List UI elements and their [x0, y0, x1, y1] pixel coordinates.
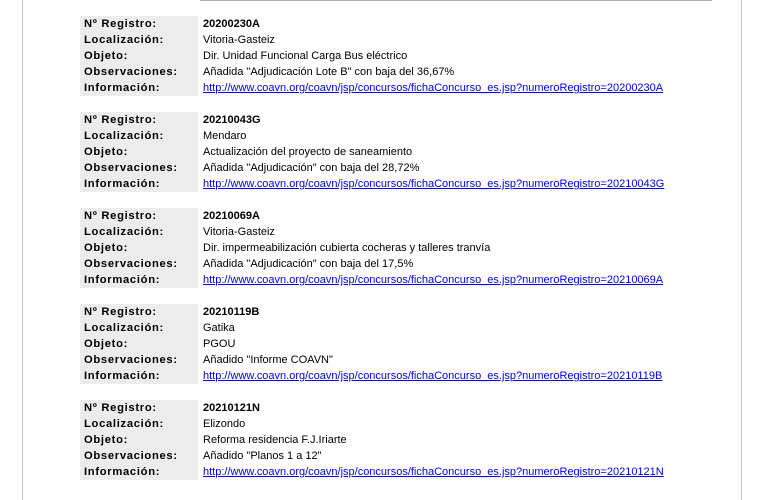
top-divider: [200, 0, 712, 1]
informacion-link[interactable]: http://www.coavn.org/coavn/jsp/concursos/fichaConcurso_es.jsp?numeroRegistro=20210121N: [203, 466, 664, 478]
objeto-value: Dir. impermeabilización cubierta cocheras y talleres tranvía: [203, 242, 491, 254]
localizacion-label: Localización:: [80, 32, 198, 48]
field-row-objeto: [80, 240, 720, 256]
field-row-objeto: [80, 48, 720, 64]
field-row-informacion: [80, 464, 720, 480]
field-row-registro: [80, 112, 720, 128]
registro-label: Nº Registro:: [80, 208, 198, 224]
field-row-observaciones: [80, 64, 720, 80]
field-row-observaciones: [80, 448, 720, 464]
field-row-localizacion: [80, 32, 720, 48]
localizacion-label: Localización:: [80, 320, 198, 336]
field-row-informacion: [80, 176, 720, 192]
registro-value: 20210119B: [203, 306, 260, 318]
registro-value: 20200230A: [203, 18, 260, 30]
observaciones-value: Añadida "Adjudicación Lote B" con baja del 36,67%: [203, 66, 455, 78]
registro-label: Nº Registro:: [80, 112, 198, 128]
observaciones-label: Observaciones:: [80, 160, 198, 176]
record: [80, 16, 720, 96]
observaciones-label: Observaciones:: [80, 352, 198, 368]
informacion-label: Información:: [80, 176, 198, 192]
field-row-objeto: [80, 336, 720, 352]
record: [80, 304, 720, 384]
objeto-value: PGOU: [203, 338, 236, 350]
record: [80, 208, 720, 288]
records-list: [80, 16, 720, 496]
informacion-value: [203, 368, 662, 384]
registro-value: 20210069A: [203, 210, 260, 222]
field-row-objeto: [80, 144, 720, 160]
observaciones-value: Añadida "Adjudicación" con baja del 28,72%: [203, 162, 420, 174]
field-row-informacion: [80, 80, 720, 96]
informacion-value: [203, 272, 663, 288]
objeto-label: Objeto:: [80, 432, 198, 448]
informacion-value: [203, 80, 663, 96]
field-row-localizacion: [80, 128, 720, 144]
informacion-label: Información:: [80, 464, 198, 480]
field-row-observaciones: [80, 256, 720, 272]
registro-value: 20210121N: [203, 402, 260, 414]
registro-label: Nº Registro:: [80, 304, 198, 320]
objeto-value: Actualización del proyecto de saneamiento: [203, 146, 413, 158]
localizacion-value: Gatika: [203, 322, 235, 334]
localizacion-label: Localización:: [80, 416, 198, 432]
informacion-label: Información:: [80, 80, 198, 96]
observaciones-value: Añadido "Planos 1 a 12": [203, 450, 322, 462]
localizacion-value: Vitoria-Gasteiz: [203, 34, 275, 46]
field-row-registro: [80, 304, 720, 320]
localizacion-value: Mendaro: [203, 130, 247, 142]
objeto-label: Objeto:: [80, 240, 198, 256]
field-row-observaciones: [80, 352, 720, 368]
objeto-value: Reforma residencia F.J.Iriarte: [203, 434, 347, 446]
registro-value: 20210043G: [203, 114, 261, 126]
objeto-label: Objeto:: [80, 144, 198, 160]
informacion-label: Información:: [80, 272, 198, 288]
informacion-link[interactable]: http://www.coavn.org/coavn/jsp/concursos/fichaConcurso_es.jsp?numeroRegistro=20210069A: [203, 274, 664, 286]
registro-label: Nº Registro:: [80, 16, 198, 32]
field-row-registro: [80, 16, 720, 32]
localizacion-label: Localización:: [80, 128, 198, 144]
observaciones-label: Observaciones:: [80, 64, 198, 80]
localizacion-value: Vitoria-Gasteiz: [203, 226, 275, 238]
informacion-link[interactable]: http://www.coavn.org/coavn/jsp/concursos/fichaConcurso_es.jsp?numeroRegistro=20210043G: [203, 178, 665, 190]
objeto-label: Objeto:: [80, 336, 198, 352]
record: [80, 400, 720, 480]
field-row-objeto: [80, 432, 720, 448]
record: [80, 112, 720, 192]
field-row-observaciones: [80, 160, 720, 176]
localizacion-value: Elizondo: [203, 418, 246, 430]
field-row-localizacion: [80, 416, 720, 432]
observaciones-value: Añadido "Informe COAVN": [203, 354, 333, 366]
observaciones-value: Añadida "Adjudicación" con baja del 17,5%: [203, 258, 414, 270]
field-row-informacion: [80, 368, 720, 384]
field-row-localizacion: [80, 224, 720, 240]
observaciones-label: Observaciones:: [80, 448, 198, 464]
field-row-registro: [80, 208, 720, 224]
objeto-value: Dir. Unidad Funcional Carga Bus eléctrico: [203, 50, 408, 62]
informacion-label: Información:: [80, 368, 198, 384]
field-row-registro: [80, 400, 720, 416]
objeto-label: Objeto:: [80, 48, 198, 64]
field-row-localizacion: [80, 320, 720, 336]
field-row-informacion: [80, 272, 720, 288]
informacion-value: [203, 464, 664, 480]
informacion-link[interactable]: http://www.coavn.org/coavn/jsp/concursos/fichaConcurso_es.jsp?numeroRegistro=20200230A: [203, 82, 664, 94]
informacion-value: [203, 176, 664, 192]
observaciones-label: Observaciones:: [80, 256, 198, 272]
localizacion-label: Localización:: [80, 224, 198, 240]
registro-label: Nº Registro:: [80, 400, 198, 416]
informacion-link[interactable]: http://www.coavn.org/coavn/jsp/concursos/fichaConcurso_es.jsp?numeroRegistro=20210119B: [203, 370, 663, 382]
